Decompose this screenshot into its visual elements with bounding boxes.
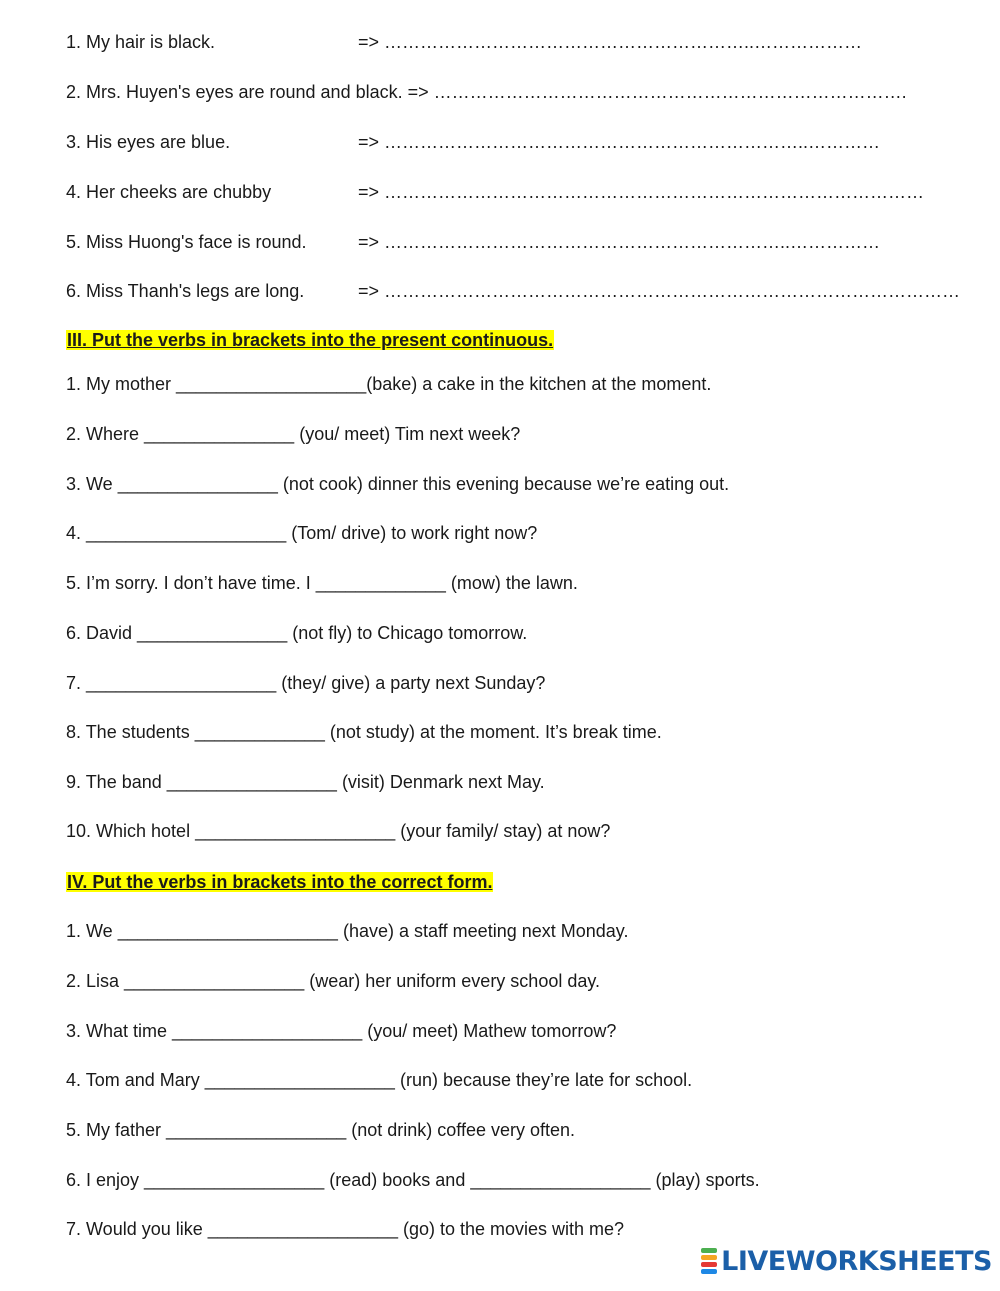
item-text-before: 1. My mother (66, 374, 177, 394)
item-text-after: (not cook) dinner this evening because we’re eating out. (277, 474, 730, 494)
item-text-after: (not study) at the moment. It’s break time. (324, 722, 662, 742)
item-text-after: (read) books and (324, 1170, 471, 1190)
item-text-before: 6. I enjoy (66, 1170, 145, 1190)
liveworksheets-mark-icon (701, 1247, 717, 1275)
item-text-before: 7. (66, 673, 87, 693)
answer-dotted-line[interactable]: => ……………………………………………………..……………… (358, 32, 863, 52)
item-text-after: (Tom/ drive) to work right now? (286, 523, 538, 543)
item-text-after: (not fly) to Chicago tomorrow. (287, 623, 528, 643)
answer-blank[interactable]: ___________________ (86, 673, 277, 693)
item-text-after-2: (play) sports. (650, 1170, 760, 1190)
exercise-iii-item-4 (66, 522, 537, 544)
exercise-iii-item-2 (66, 423, 520, 445)
answer-blank[interactable]: _____________ (315, 573, 446, 593)
mark-square (701, 1248, 717, 1253)
section-iii-heading (66, 329, 554, 351)
item-text-before: 2. Lisa (66, 971, 125, 991)
answer-blank[interactable]: _______________ (137, 623, 288, 643)
exercise-ii-sentence[interactable]: 2. Mrs. Huyen's eyes are round and black. => ……………………………………………………………………. (66, 82, 907, 102)
answer-dotted-line[interactable]: => …………………………………………………………………………………… (358, 281, 961, 301)
mark-square (701, 1255, 717, 1260)
exercise-iii-item-3 (66, 473, 729, 495)
item-text-before: 7. Would you like (66, 1219, 208, 1239)
item-text-before: 6. David (66, 623, 138, 643)
item-text-after: (visit) Denmark next May. (336, 772, 545, 792)
item-text-after: (you/ meet) Mathew tomorrow? (362, 1021, 617, 1041)
item-text-after: (mow) the lawn. (445, 573, 578, 593)
item-text-before: 10. Which hotel (66, 821, 196, 841)
item-text-before: 8. The students (66, 722, 195, 742)
item-text-before: 4. (66, 523, 87, 543)
item-text-after: (not drink) coffee very often. (346, 1120, 576, 1140)
answer-blank[interactable]: ___________________ (204, 1070, 395, 1090)
section-iii-heading-text: III. Put the verbs in brackets into the present continuous. (67, 330, 554, 350)
answer-dotted-line[interactable]: => ……………………………………………………………………………… (358, 182, 925, 202)
item-text-before: 9. The band (66, 772, 167, 792)
exercise-iv-item-5 (66, 1119, 575, 1141)
exercise-ii-sentence: 1. My hair is black. (66, 32, 216, 52)
answer-blank[interactable]: ___________________ (207, 1219, 398, 1239)
answer-blank-2[interactable]: __________________ (470, 1170, 651, 1190)
exercise-ii-sentence: 5. Miss Huong's face is round. (66, 232, 307, 252)
liveworksheets-logo (701, 1245, 992, 1277)
item-text-after: (have) a staff meeting next Monday. (337, 921, 629, 941)
item-text-before: 5. I’m sorry. I don’t have time. I (66, 573, 316, 593)
item-text-after: (you/ meet) Tim next week? (294, 424, 521, 444)
answer-blank[interactable]: _____________ (194, 722, 325, 742)
exercise-iii-item-8 (66, 721, 662, 743)
exercise-iii-item-7 (66, 672, 545, 694)
item-text-after: (go) to the movies with me? (397, 1219, 625, 1239)
section-iv-heading (66, 871, 493, 893)
answer-dotted-line[interactable]: => …………………………………………………………..…………… (358, 232, 881, 252)
item-text-before: 4. Tom and Mary (66, 1070, 205, 1090)
item-text-after: (run) because they’re late for school. (394, 1070, 693, 1090)
item-text-before: 3. What time (66, 1021, 173, 1041)
item-text-before: 5. My father (66, 1120, 167, 1140)
liveworksheets-wordmark: LIVEWORKSHEETS (721, 1245, 992, 1277)
exercise-iii-item-5 (66, 572, 578, 594)
exercise-iii-item-10 (66, 820, 610, 842)
exercise-ii-sentence: 4. Her cheeks are chubby (66, 182, 272, 202)
item-text-before: 2. Where (66, 424, 145, 444)
mark-square (701, 1269, 717, 1274)
item-text-before: 3. We (66, 474, 118, 494)
item-text-after: (they/ give) a party next Sunday? (276, 673, 546, 693)
exercise-iv-item-3 (66, 1020, 616, 1042)
answer-blank[interactable]: ____________________ (195, 821, 396, 841)
answer-blank[interactable]: __________________ (166, 1120, 347, 1140)
answer-blank[interactable]: _______________ (144, 424, 295, 444)
exercise-iv-item-1 (66, 920, 628, 942)
exercise-iv-item-2 (66, 970, 600, 992)
answer-blank[interactable]: ___________________ (176, 374, 367, 394)
exercise-iii-item-6 (66, 622, 527, 644)
answer-dotted-line[interactable]: => ……………………………………………………………..………… (358, 132, 881, 152)
answer-blank[interactable]: __________________ (124, 971, 305, 991)
exercise-iv-item-7 (66, 1218, 624, 1240)
answer-blank[interactable]: ________________ (117, 474, 278, 494)
answer-blank[interactable]: __________________ (144, 1170, 325, 1190)
exercise-ii-sentence: 6. Miss Thanh's legs are long. (66, 281, 305, 301)
item-text-after: (bake) a cake in the kitchen at the moment. (366, 374, 712, 394)
answer-blank[interactable]: _________________ (166, 772, 337, 792)
answer-blank[interactable]: ___________________ (172, 1021, 363, 1041)
item-text-before: 1. We (66, 921, 118, 941)
section-iv-heading-text: IV. Put the verbs in brackets into the correct form. (67, 872, 493, 892)
exercise-ii-sentence: 3. His eyes are blue. (66, 132, 231, 152)
exercise-iv-item-6 (66, 1169, 760, 1191)
exercise-iii-item-9 (66, 771, 545, 793)
mark-square (701, 1262, 717, 1267)
item-text-after: (your family/ stay) at now? (395, 821, 611, 841)
answer-blank[interactable]: ____________________ (86, 523, 287, 543)
exercise-iv-item-4 (66, 1069, 692, 1091)
item-text-after: (wear) her uniform every school day. (304, 971, 601, 991)
answer-blank[interactable]: ______________________ (117, 921, 338, 941)
exercise-iii-item-1 (66, 373, 711, 395)
